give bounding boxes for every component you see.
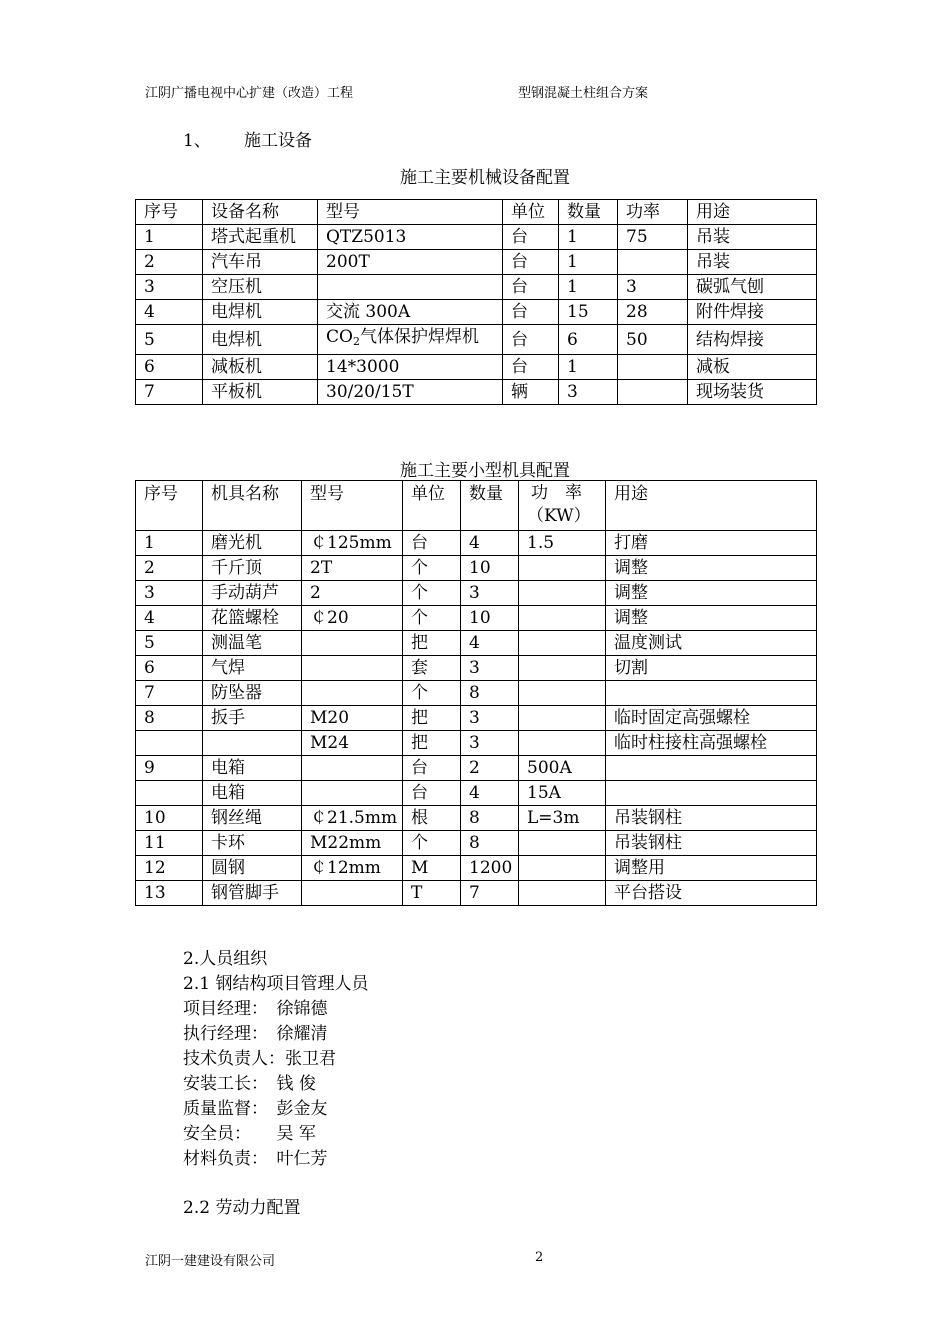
header-power: 功率 bbox=[618, 200, 688, 225]
cell-usage bbox=[606, 681, 817, 706]
table-row bbox=[136, 656, 817, 681]
cell-name: 平板机 bbox=[203, 380, 318, 405]
co2-prefix: CO bbox=[326, 327, 353, 347]
cell-quantity: 3 bbox=[461, 581, 519, 606]
cell-quantity: 1 bbox=[559, 275, 618, 300]
header-model: 型号 bbox=[302, 481, 403, 531]
cell-unit: 个 bbox=[403, 581, 461, 606]
cell-power bbox=[618, 250, 688, 275]
cell-model bbox=[318, 325, 503, 355]
cell-power bbox=[519, 606, 606, 631]
cell-usage: 吊装钢柱 bbox=[606, 806, 817, 831]
cell-index: 7 bbox=[136, 681, 203, 706]
cell-name: 手动葫芦 bbox=[203, 581, 302, 606]
cell-model: M24 bbox=[302, 731, 403, 756]
cell-model: M20 bbox=[302, 706, 403, 731]
cell-index: 9 bbox=[136, 756, 203, 781]
header-name: 机具名称 bbox=[203, 481, 302, 531]
table-row bbox=[136, 881, 817, 906]
table-row bbox=[136, 531, 817, 556]
cell-name: 电箱 bbox=[203, 756, 302, 781]
cell-quantity: 7 bbox=[461, 881, 519, 906]
cell-quantity: 6 bbox=[559, 325, 618, 355]
cell-index: 1 bbox=[136, 531, 203, 556]
cell-quantity: 3 bbox=[461, 656, 519, 681]
cell-index: 6 bbox=[136, 656, 203, 681]
personnel-line: 材料负责： 叶仁芳 bbox=[183, 1149, 328, 1169]
header-power-label: 功 率 bbox=[531, 483, 582, 503]
cell-usage: 温度测试 bbox=[606, 631, 817, 656]
table-header-row bbox=[136, 481, 817, 531]
personnel-title: 2.人员组织 bbox=[183, 949, 268, 969]
header-unit: 单位 bbox=[503, 200, 559, 225]
cell-name: 千斤顶 bbox=[203, 556, 302, 581]
table-row bbox=[136, 556, 817, 581]
cell-unit: 个 bbox=[403, 606, 461, 631]
cell-index: 11 bbox=[136, 831, 203, 856]
personnel-line: 执行经理： 徐耀清 bbox=[183, 1024, 328, 1044]
cell-unit: 个 bbox=[403, 681, 461, 706]
personnel-line: 安全员： 吴 军 bbox=[183, 1124, 316, 1144]
cell-power bbox=[519, 556, 606, 581]
cell-unit: T bbox=[403, 881, 461, 906]
cell-usage: 调整 bbox=[606, 581, 817, 606]
cell-quantity: 10 bbox=[461, 556, 519, 581]
cell-quantity: 1200 bbox=[461, 856, 519, 881]
cell-name: 空压机 bbox=[203, 275, 318, 300]
cell-model: ￠21.5mm bbox=[302, 806, 403, 831]
cell-usage: 吊装 bbox=[688, 250, 817, 275]
cell-power bbox=[519, 681, 606, 706]
cell-unit: 台 bbox=[403, 781, 461, 806]
cell-usage: 现场装货 bbox=[688, 380, 817, 405]
cell-power: 1.5 bbox=[519, 531, 606, 556]
table-row bbox=[136, 831, 817, 856]
cell-power: L=3m bbox=[519, 806, 606, 831]
cell-quantity: 2 bbox=[461, 756, 519, 781]
cell-quantity: 15 bbox=[559, 300, 618, 325]
cell-unit: 套 bbox=[403, 656, 461, 681]
header-usage: 用途 bbox=[688, 200, 817, 225]
table-row bbox=[136, 355, 817, 380]
cell-name: 圆钢 bbox=[203, 856, 302, 881]
cell-name: 钢丝绳 bbox=[203, 806, 302, 831]
cell-name: 减板机 bbox=[203, 355, 318, 380]
cell-quantity: 3 bbox=[461, 731, 519, 756]
co2-suffix: 气体保护焊焊机 bbox=[359, 327, 479, 347]
cell-index: 4 bbox=[136, 606, 203, 631]
header-power bbox=[519, 481, 606, 531]
table-row bbox=[136, 250, 817, 275]
cell-model bbox=[302, 681, 403, 706]
cell-unit: 台 bbox=[503, 275, 559, 300]
cell-name: 气焊 bbox=[203, 656, 302, 681]
cell-quantity: 3 bbox=[559, 380, 618, 405]
personnel-line: 安装工长： 钱 俊 bbox=[183, 1074, 316, 1094]
table-1-caption: 施工主要机械设备配置 bbox=[400, 168, 570, 188]
cell-usage bbox=[606, 781, 817, 806]
cell-index: 5 bbox=[136, 325, 203, 355]
cell-model bbox=[302, 631, 403, 656]
cell-name: 防坠器 bbox=[203, 681, 302, 706]
table-row bbox=[136, 631, 817, 656]
cell-name: 汽车吊 bbox=[203, 250, 318, 275]
section-1-title: 施工设备 bbox=[244, 131, 312, 151]
cell-power: 75 bbox=[618, 225, 688, 250]
cell-model: ￠125mm bbox=[302, 531, 403, 556]
table-row bbox=[136, 581, 817, 606]
cell-index: 5 bbox=[136, 631, 203, 656]
table-row bbox=[136, 681, 817, 706]
cell-usage: 平台搭设 bbox=[606, 881, 817, 906]
cell-unit: 把 bbox=[403, 706, 461, 731]
cell-index: 1 bbox=[136, 225, 203, 250]
labor-title: 2.2 劳动力配置 bbox=[183, 1198, 301, 1218]
personnel-line: 质量监督： 彭金友 bbox=[183, 1099, 328, 1119]
cell-usage: 打磨 bbox=[606, 531, 817, 556]
section-1-number: 1、 bbox=[183, 131, 211, 151]
cell-unit: M bbox=[403, 856, 461, 881]
cell-model bbox=[302, 781, 403, 806]
table-row bbox=[136, 731, 817, 756]
personnel-line: 项目经理： 徐锦德 bbox=[183, 999, 328, 1019]
cell-model: ￠12mm bbox=[302, 856, 403, 881]
personnel-subtitle: 2.1 钢结构项目管理人员 bbox=[183, 974, 369, 994]
tools-table bbox=[135, 480, 817, 906]
cell-power bbox=[519, 581, 606, 606]
cell-model bbox=[302, 881, 403, 906]
header-power-unit: （KW） bbox=[527, 506, 591, 526]
cell-model: 200T bbox=[318, 250, 503, 275]
cell-name: 钢管脚手 bbox=[203, 881, 302, 906]
cell-index: 4 bbox=[136, 300, 203, 325]
cell-model: 30/20/15T bbox=[318, 380, 503, 405]
cell-model bbox=[318, 275, 503, 300]
cell-index: 13 bbox=[136, 881, 203, 906]
footer-page-number: 2 bbox=[535, 1250, 544, 1265]
cell-power bbox=[618, 380, 688, 405]
table-row bbox=[136, 225, 817, 250]
cell-unit: 把 bbox=[403, 731, 461, 756]
table-row bbox=[136, 275, 817, 300]
cell-index: 10 bbox=[136, 806, 203, 831]
table-2-caption: 施工主要小型机具配置 bbox=[400, 461, 570, 481]
cell-unit: 台 bbox=[403, 756, 461, 781]
cell-name: 电焊机 bbox=[203, 300, 318, 325]
cell-usage: 结构焊接 bbox=[688, 325, 817, 355]
cell-quantity: 8 bbox=[461, 806, 519, 831]
header-unit: 单位 bbox=[403, 481, 461, 531]
cell-name: 电焊机 bbox=[203, 325, 318, 355]
cell-index: 8 bbox=[136, 706, 203, 731]
cell-quantity: 3 bbox=[461, 706, 519, 731]
table-row bbox=[136, 380, 817, 405]
machinery-table bbox=[135, 199, 817, 405]
footer-company: 江阴一建建设有限公司 bbox=[145, 1254, 276, 1269]
cell-quantity: 10 bbox=[461, 606, 519, 631]
cell-usage: 临时固定高强螺栓 bbox=[606, 706, 817, 731]
table-row bbox=[136, 300, 817, 325]
cell-quantity: 4 bbox=[461, 631, 519, 656]
table-row bbox=[136, 806, 817, 831]
header-document-title: 型钢混凝土柱组合方案 bbox=[518, 86, 649, 101]
cell-power bbox=[519, 631, 606, 656]
cell-usage: 碳弧气刨 bbox=[688, 275, 817, 300]
cell-quantity: 4 bbox=[461, 781, 519, 806]
cell-usage: 调整 bbox=[606, 606, 817, 631]
cell-power bbox=[519, 881, 606, 906]
cell-power bbox=[519, 856, 606, 881]
cell-power: 3 bbox=[618, 275, 688, 300]
cell-unit: 把 bbox=[403, 631, 461, 656]
cell-quantity: 8 bbox=[461, 831, 519, 856]
cell-power: 50 bbox=[618, 325, 688, 355]
cell-unit: 台 bbox=[503, 300, 559, 325]
cell-usage: 调整 bbox=[606, 556, 817, 581]
table-row bbox=[136, 756, 817, 781]
co2-subscript: 2 bbox=[352, 335, 360, 348]
cell-model bbox=[302, 756, 403, 781]
cell-power bbox=[519, 831, 606, 856]
cell-index: 12 bbox=[136, 856, 203, 881]
cell-name: 测温笔 bbox=[203, 631, 302, 656]
cell-power: 500A bbox=[519, 756, 606, 781]
cell-quantity: 1 bbox=[559, 250, 618, 275]
cell-model: 2 bbox=[302, 581, 403, 606]
personnel-line: 技术负责人：张卫君 bbox=[183, 1049, 336, 1069]
cell-unit: 台 bbox=[503, 225, 559, 250]
cell-index bbox=[136, 731, 203, 756]
header-name: 设备名称 bbox=[203, 200, 318, 225]
cell-model: ￠20 bbox=[302, 606, 403, 631]
cell-quantity: 8 bbox=[461, 681, 519, 706]
header-project-name: 江阴广播电视中心扩建（改造）工程 bbox=[145, 86, 354, 101]
table-row bbox=[136, 781, 817, 806]
cell-index: 7 bbox=[136, 380, 203, 405]
table-row bbox=[136, 606, 817, 631]
cell-index: 3 bbox=[136, 275, 203, 300]
cell-usage bbox=[606, 756, 817, 781]
table-row bbox=[136, 706, 817, 731]
cell-unit: 台 bbox=[503, 250, 559, 275]
cell-name bbox=[203, 731, 302, 756]
cell-unit: 台 bbox=[403, 531, 461, 556]
cell-index: 2 bbox=[136, 250, 203, 275]
header-index: 序号 bbox=[136, 481, 203, 531]
cell-index: 6 bbox=[136, 355, 203, 380]
cell-name: 花篮螺栓 bbox=[203, 606, 302, 631]
cell-power bbox=[519, 731, 606, 756]
cell-name: 扳手 bbox=[203, 706, 302, 731]
cell-model: 交流 300A bbox=[318, 300, 503, 325]
cell-model bbox=[302, 656, 403, 681]
cell-usage: 附件焊接 bbox=[688, 300, 817, 325]
header-model: 型号 bbox=[318, 200, 503, 225]
header-usage: 用途 bbox=[606, 481, 817, 531]
cell-unit: 个 bbox=[403, 556, 461, 581]
cell-model: 14*3000 bbox=[318, 355, 503, 380]
cell-index: 2 bbox=[136, 556, 203, 581]
cell-usage: 吊装钢柱 bbox=[606, 831, 817, 856]
table-row bbox=[136, 325, 817, 355]
cell-unit: 辆 bbox=[503, 380, 559, 405]
cell-quantity: 4 bbox=[461, 531, 519, 556]
cell-model: M22mm bbox=[302, 831, 403, 856]
table-row bbox=[136, 856, 817, 881]
cell-name: 电箱 bbox=[203, 781, 302, 806]
cell-index: 3 bbox=[136, 581, 203, 606]
cell-name: 磨光机 bbox=[203, 531, 302, 556]
cell-usage: 切割 bbox=[606, 656, 817, 681]
header-quantity: 数量 bbox=[461, 481, 519, 531]
cell-model: 2T bbox=[302, 556, 403, 581]
cell-power bbox=[519, 656, 606, 681]
cell-quantity: 1 bbox=[559, 355, 618, 380]
cell-quantity: 1 bbox=[559, 225, 618, 250]
cell-power: 28 bbox=[618, 300, 688, 325]
cell-model: QTZ5013 bbox=[318, 225, 503, 250]
cell-usage: 调整用 bbox=[606, 856, 817, 881]
cell-power: 15A bbox=[519, 781, 606, 806]
cell-unit: 根 bbox=[403, 806, 461, 831]
header-index: 序号 bbox=[136, 200, 203, 225]
cell-name: 塔式起重机 bbox=[203, 225, 318, 250]
cell-power bbox=[519, 706, 606, 731]
table-header-row bbox=[136, 200, 817, 225]
cell-power bbox=[618, 355, 688, 380]
cell-usage: 减板 bbox=[688, 355, 817, 380]
cell-unit: 台 bbox=[503, 325, 559, 355]
cell-index bbox=[136, 781, 203, 806]
cell-name: 卡环 bbox=[203, 831, 302, 856]
cell-usage: 吊装 bbox=[688, 225, 817, 250]
cell-usage: 临时柱接柱高强螺栓 bbox=[606, 731, 817, 756]
header-quantity: 数量 bbox=[559, 200, 618, 225]
cell-unit: 个 bbox=[403, 831, 461, 856]
cell-unit: 台 bbox=[503, 355, 559, 380]
